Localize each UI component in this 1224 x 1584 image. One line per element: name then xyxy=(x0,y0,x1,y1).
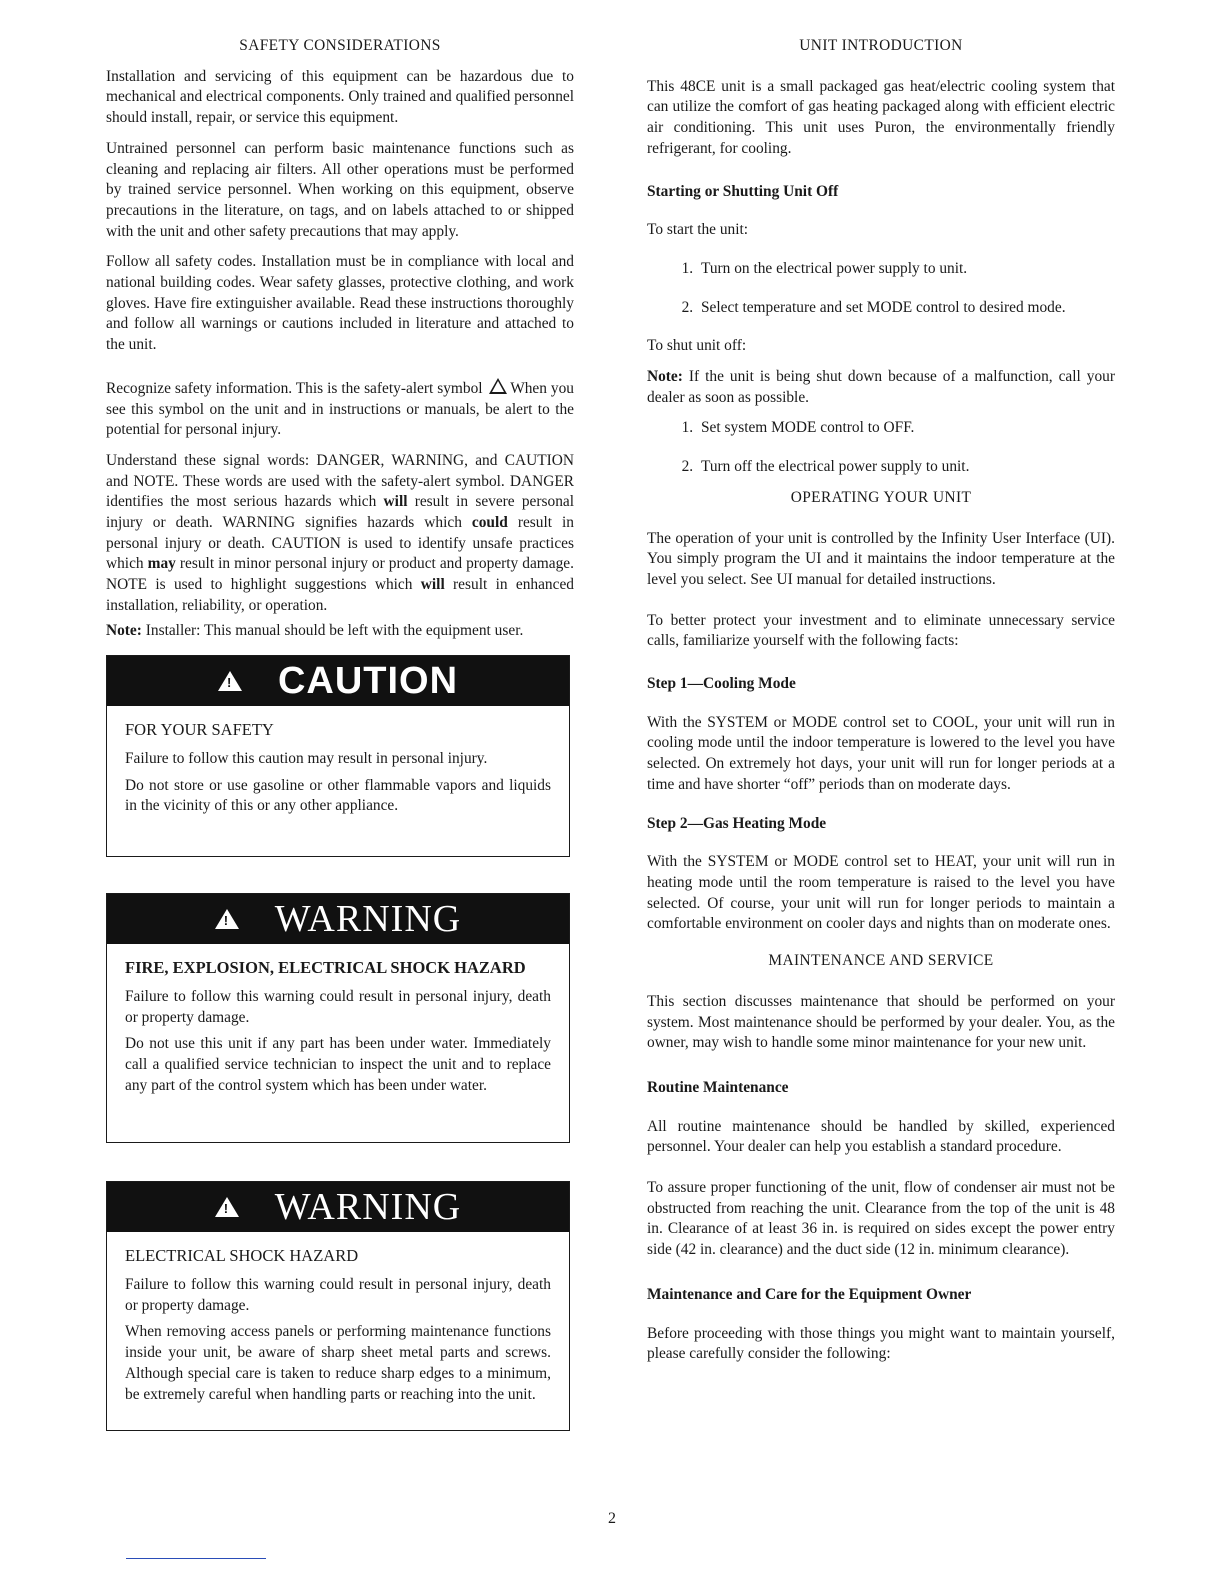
warning-fire-heading: FIRE, EXPLOSION, ELECTRICAL SHOCK HAZARD xyxy=(125,958,526,978)
shut-step: 1. Set system MODE control to OFF. xyxy=(697,418,1115,439)
step1-paragraph: With the SYSTEM or MODE control set to COOL, your unit will run in cooling mode until the indoor temperature is lowered to the level you have selected. On extremely hot days, your unit will run for longer periods at a time and have shorter “off” periods than on moderate days. xyxy=(647,713,1115,793)
installer-note xyxy=(106,621,574,642)
shut-step: 2. Turn off the electrical power supply to unit. xyxy=(697,457,1115,478)
safety-alert-text-a: Recognize safety information. This is the safety-alert symbol xyxy=(106,379,483,397)
warning-fire-title: WARNING xyxy=(274,897,462,940)
caution-alert-icon xyxy=(218,671,242,691)
footer-rule xyxy=(126,1558,266,1559)
owner-care-paragraph: Before proceeding with those things you might want to maintain yourself, please carefully consider the following: xyxy=(647,1324,1115,1363)
caution-heading: FOR YOUR SAFETY xyxy=(125,720,274,740)
safety-paragraph-2: Untrained personnel can perform basic maintenance functions such as cleaning and replacing air filters. All other operations must be performed by trained service personnel. When working on this equipment, observe precautions in the literature, on tags, and on labels attached to or shipped with the unit and other safety precautions that may apply. xyxy=(106,139,574,240)
warning-fire-header xyxy=(107,894,569,944)
warning-alert-icon xyxy=(215,1197,239,1217)
shutdown-note xyxy=(647,367,1115,408)
start-step: 2. Select temperature and set MODE control to desired mode. xyxy=(697,298,1115,319)
caution-header xyxy=(107,656,569,706)
warning-fire-paragraph-1: Failure to follow this warning could result in personal injury, death or property damage. xyxy=(125,987,551,1026)
operating-your-unit-title: OPERATING YOUR UNIT xyxy=(790,488,972,506)
owner-care-heading: Maintenance and Care for the Equipment Owner xyxy=(647,1285,972,1303)
caution-paragraph-1: Failure to follow this caution may result in personal injury. xyxy=(125,749,488,767)
warning-shock-heading: ELECTRICAL SHOCK HAZARD xyxy=(125,1246,359,1266)
page-number: 2 xyxy=(608,1510,616,1527)
warning-shock-header xyxy=(107,1182,569,1232)
caution-paragraph-2: Do not store or use gasoline or other flammable vapors and liquids in the vicinity of this or any other appliance. xyxy=(125,776,551,815)
safety-alert-paragraph xyxy=(106,378,574,441)
step2-heading: Step 2—Gas Heating Mode xyxy=(647,814,827,832)
note-text: Installer: This manual should be left with the equipment user. xyxy=(141,621,524,639)
warning-shock-box xyxy=(106,1181,570,1431)
routine-paragraph-2: To assure proper functioning of the unit, flow of condenser air must not be obstructed from reaching the unit. Clearance from the top of the unit is 48 in. Clearance of at least 36 in. is required on sides except the power entry side (42 in. clearance) and the duct side (12 in. minimum clearance). xyxy=(647,1179,1115,1259)
maintenance-service-title: MAINTENANCE AND SERVICE xyxy=(768,952,994,970)
caution-box xyxy=(106,655,570,857)
start-steps-list xyxy=(647,259,1115,318)
to-shut-label: To shut unit off: xyxy=(647,337,747,355)
note-text: If the unit is being shut down because of a malfunction, call your dealer as soon as possible. xyxy=(647,368,1115,406)
step2-paragraph: With the SYSTEM or MODE control set to HEAT, your unit will run in heating mode until the room temperature is raised to the level you have selected. Of course, your unit will run for longer periods to maintain a comfortable environment on cooler days and nights than on moderate ones. xyxy=(647,853,1115,933)
step1-heading: Step 1—Cooling Mode xyxy=(647,675,796,693)
warning-alert-icon xyxy=(215,909,239,929)
warning-shock-title: WARNING xyxy=(274,1185,462,1228)
caution-title: CAUTION xyxy=(277,659,459,702)
note-label: Note: xyxy=(106,621,142,639)
unit-introduction-title: UNIT INTRODUCTION xyxy=(799,37,963,54)
left-column xyxy=(106,36,574,1431)
safety-considerations-title: SAFETY CONSIDERATIONS xyxy=(239,37,441,54)
right-column xyxy=(647,36,1115,1375)
safety-paragraph-3: Follow all safety codes. Installation must be in compliance with local and national building codes. Wear safety glasses, protective clothing, and work gloves. Have fire extinguisher available. Read these instructions thoroughly and follow all warnings or cautions included in literature and attached to the unit. xyxy=(106,253,574,354)
safety-alert-symbol-icon xyxy=(489,378,507,394)
unit-intro-paragraph: This 48CE unit is a small packaged gas heat/electric cooling system that can utilize the comfort of gas heating packaged along with efficient electric air conditioning. This unit uses Puron, the environmentally friendly refrigerant, for cooling. xyxy=(647,77,1115,157)
operating-paragraph-1: The operation of your unit is controlled by the Infinity User Interface (UI). You simply program the UI and it maintains the indoor temperature at the level you select. See UI manual for detailed instructions. xyxy=(647,529,1115,588)
start-step: 1. Turn on the electrical power supply to unit. xyxy=(697,259,1115,280)
warning-shock-paragraph-1: Failure to follow this warning could result in personal injury, death or property damage. xyxy=(125,1275,551,1314)
starting-shutting-heading: Starting or Shutting Unit Off xyxy=(647,182,839,200)
signal-words-paragraph: Understand these signal words: DANGER, WARNING, and CAUTION and NOTE. These words are used with the safety-alert symbol. DANGER identifies the most serious hazards which will result in severe personal injury or death. WARNING signifies hazards which could result in personal injury or death. CAUTION is used to identify unsafe practices which may result in minor personal injury or product and property damage. NOTE is used to highlight suggestions which will result in enhanced installation, reliability, or operation. xyxy=(106,451,574,614)
routine-paragraph-1: All routine maintenance should be handled by skilled, experienced personnel. Your dealer can help you establish a standard procedure. xyxy=(647,1117,1115,1156)
warning-fire-paragraph-2: Do not use this unit if any part has been under water. Immediately call a qualified service technician to inspect the unit and to replace any part of the control system which has been under water. xyxy=(125,1035,551,1094)
to-start-label: To start the unit: xyxy=(647,221,749,239)
shut-steps-list xyxy=(647,418,1115,477)
safety-alert-text-b: When you see this symbol on the unit and in instructions or manuals, be alert to the potential for personal injury. xyxy=(106,379,574,439)
routine-maintenance-heading: Routine Maintenance xyxy=(647,1078,789,1096)
warning-fire-box xyxy=(106,893,570,1143)
note-label: Note: xyxy=(647,368,683,386)
warning-shock-paragraph-2: When removing access panels or performing maintenance functions inside your unit, be aware of sharp sheet metal parts and screws. Although special care is taken to reduce sharp edges to a minimum, be extremely careful when handling parts or reaching into the unit. xyxy=(125,1323,551,1403)
operating-paragraph-2: To better protect your investment and to eliminate unnecessary service calls, familiarize yourself with the following facts: xyxy=(647,611,1115,650)
safety-paragraph-1: Installation and servicing of this equipment can be hazardous due to mechanical and electrical components. Only trained and qualified personnel should install, repair, or service this equipment. xyxy=(106,67,574,127)
maintenance-paragraph-1: This section discusses maintenance that should be performed on your system. Most maintenance should be performed by your dealer. You, as the owner, may wish to handle some minor maintenance for your new unit. xyxy=(647,992,1115,1052)
